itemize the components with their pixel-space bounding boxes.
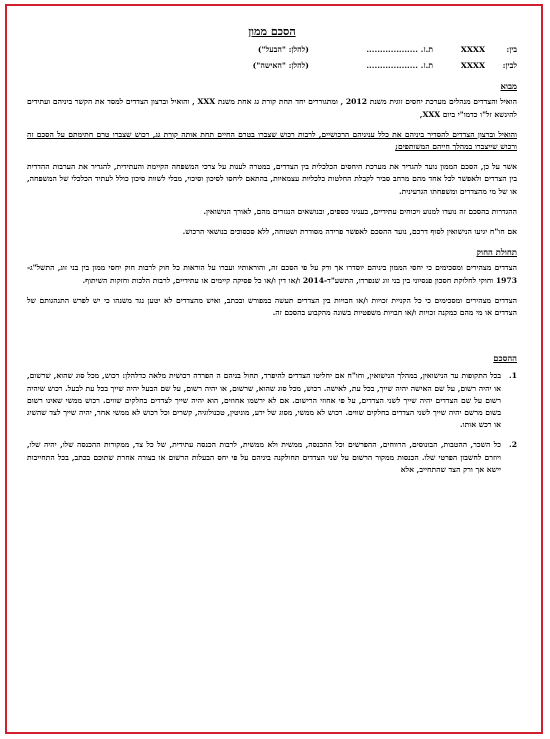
intro-paragraph-1: הואיל והצדדים מנהלים מערכת יחסים זוגית משנת 2012 , ומתגוררים יחד תחת קורת גג אחת משנת XXX , והואיל וברצון הצדדים למסד את הקשר ביניהם ועתידים להינשא זל"ו כדמו"י ביום XXX, — [27, 97, 517, 119]
intro-paragraph-3: אשר על כן, הסכם הממון נועד להגדיר את מערכת היחסים הכלכלית בין הצדדים, במטרה לענות על צרכי המשפחה הקיימת והעתידית, להגדיר את הערבות ההדדית בין הצדדים ולאפשר לכל אחד מהם מרחב סביר לקבלת החלטות כלכליות עצמאיות, בהתאם ליחסו לסיכון וסיכוי, מבלי לשוות סיכון כולל לעתיד הכלכלי של המשפחה, או של מי מהצדדים ומשפחתו הגרעינית. — [27, 162, 517, 196]
spacer — [27, 327, 517, 345]
party-label: בין: — [506, 45, 517, 55]
clause-text: כל השכר, ההטבות, הבונוסים, הרווחים, ההפרשים וכל ההכנסה, ממשית ולא ממשית, לרבות הכנסה עתידית, של כל צד, ממקורות ההכנסה שלו, יהיה שלו, ויוזרם לחשבון הפרטי שלו. הכנסות ממקור הרשום על שני הצדדים תחולקנה ביניהם על פי יחס הבעלות הרשום או בצורה אחרת שתוכם בכתב, בכל התחייבות יישא אך ורק הצד שהתחייב, אלא — [27, 440, 501, 474]
party-id: ת.ז. ................... — [366, 61, 433, 71]
party-name: XXXX — [460, 45, 485, 55]
party-role: (להלן: "האישה") — [252, 61, 309, 71]
document-body — [7, 6, 541, 476]
section-heading-agreement: ההסכם — [493, 353, 517, 364]
intro-paragraph-2: והואיל וברצון הצדדים להסדיר ביניהם את כלל עניניהם הרכושיים, לרבות רכוש שצברו בטרם החיים תחת אותה קורת גג, רכוש שצברו טרם חתימתם על הסכם זה ורכוש שייצברו במהלך חייהם המשותפים; — [27, 129, 517, 152]
document-page — [5, 4, 543, 734]
section-heading-law: תחולת החוק — [476, 247, 517, 258]
clause-number: 2. — [509, 440, 517, 450]
party-row-wife — [27, 60, 517, 76]
law-paragraph-1: הצדדים מצהירים ומסכימים כי יחסי הממון ביניהם יוסדרו אך ורק על פי הסכם זה, והוראותיו ועברו על הוראות כל חוק לרבות חוק יחסי ממון בין בני זוג, התשל"ג- 1973 וחוקי לחלוקת חסכון פנסיוני בין בני זוג שנפרדו, התשע"ד-2014 ו/או דין ו/או כל פסיקה קיימים או עתידיים, לרבות הלכות וחזקות השיתוף. — [27, 263, 517, 285]
intro-paragraph-5: אם חו"ח יגיעו הנישואין לסוף דרכם, נועד ההסכם לאפשר פרידה מסודרת ושטוחה, ללא סכסוכים בנושאי הרכוש. — [182, 227, 517, 237]
agreement-clause — [27, 370, 517, 431]
party-role: (להלן: "הבעל") — [257, 45, 309, 55]
section-heading-intro: מבוא — [500, 81, 517, 92]
law-paragraph-2: הצדדים מצהירים ומסכימים כי כל הקניית זכויות ו/או חבויות בין הצדדים תעשה במפורש ובכתב, ואיש מהצדדים לא יטען נגד משנהו כי יש לפרש התנהגותם של הצדדים או מי מהם כמקנה זכויות ו/או חבויות משפטיות בשונה מהקבוע בהסכם זה. — [27, 295, 517, 318]
document-title: הסכם ממון — [248, 25, 296, 38]
party-name: XXXX — [460, 61, 485, 71]
clause-number: 1. — [509, 371, 517, 381]
party-label: לבין: — [502, 61, 517, 71]
party-row-husband — [27, 44, 517, 60]
party-id: ת.ז. ................... — [366, 45, 433, 55]
clause-text: בכל התקופות עד הנישואין, במהלך הנישואין, וחו"ח אם יחליטו הצדדים להיפרד, תחול בניהם ה הפרדה רכושית מלאה כדלהלן: רכוש, מכל סוג שהוא, שרשום, או יהיה רשום, על שם האישה יהיה שייך, בכל עת, לאישה. רכוש, מכל סוג שהוא, שרשום, או יהיה רשום, על שם הבעל יהיה שייך בכל עת לבעל. רכוש שיהיה רשום על שם הצדדים יהיה שייך לשני הצדדים, על פי אחוזי הרישום. אם לא ירשמו אחוזים, הוא יהיה שייך לצדדים בחלקים שווים. רכוש ממשי שאינו רשום בשום מרשם יהיה שייך לשני הצדדים בחלקים שווים. רכוש לא ממשי, מסוג של ידע, מוניטין, טכנולוגיה, קשרים וכל רכוש לא ממשי אחר, יהיה שייך לצד שהשיג או רכש אותו. — [27, 371, 501, 430]
intro-paragraph-4: ההגדרות בהסכם זה נועדו למנוע ויכוחים עתידיים, בעניני כספים, ובנושאים הנגזרים מהם, לאורך הנישואין. — [203, 206, 517, 216]
agreement-clause — [27, 439, 517, 476]
